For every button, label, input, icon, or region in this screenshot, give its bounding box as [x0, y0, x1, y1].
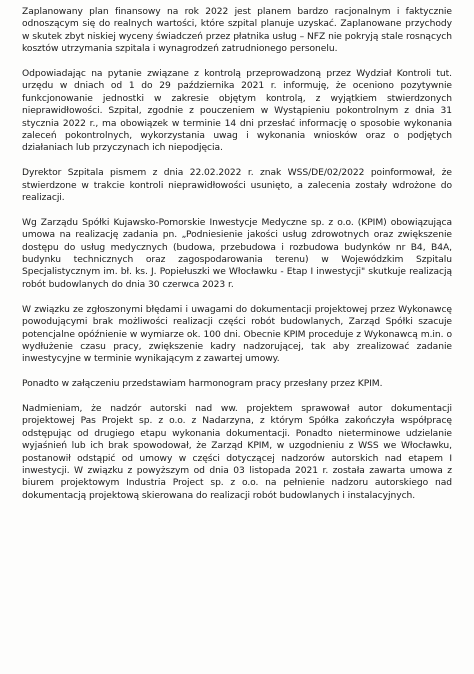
paragraph-control-inspection: Odpowiadając na pytanie związane z kontrolą przeprowadzoną przez Wydział Kontroli tut. urzędu w dniach od 1 do 29 października 2021 r. informuję, że oceniono pozytywnie funkcjonowanie jednostki w zakresie objętym kontrolą, z wyjątkiem stwierdzonych nieprawidłowości. Szpital, zgodnie z pouczeniem w Wystąpieniu pokontrolnym z dnia 31 stycznia 2022 r., ma obowiązek w terminie 14 dni przesłać informację o sposobie wykonania zaleceń pokontrolnych, wykorzystania uwag i wykonania wniosków oraz o podjętych działaniach lub przyczynach ich niepodjęcia. — [22, 69, 452, 154]
paragraph-director-letter: Dyrektor Szpitala pismem z dnia 22.02.2022 r. znak WSS/DE/02/2022 poinformował, że stwierdzone w trakcie kontroli nieprawidłowości usunięto, a zalecenia zostały wdrożone do realizacji. — [22, 168, 452, 204]
paragraph-design-errors: W związku ze zgłoszonymi błędami i uwagami do dokumentacji projektowej przez Wykonawcę powodującymi brak możliwości realizacji części robót budowlanych, Zarząd Spółki szacuje potencjalne opóźnienie w wymiarze ok. 100 dni. Obecnie KPIM proceduje z Wykonawcą m.in. o wydłużenie czasu pracy, zwiększenie kadry nadzorującej, tak aby zrealizować zadanie inwestycyjne w terminie wynikającym z zawartej umowy. — [22, 304, 452, 365]
paragraph-schedule-attachment: Ponadto w załączeniu przedstawiam harmonogram pracy przesłany przez KPIM. — [22, 379, 383, 390]
paragraph-author-supervision: Nadmieniam, że nadzór autorski nad ww. projektem sprawował autor dokumentacji projektowej Pas Projekt sp. z o.o. z Nadarzyna, z którym Spółka zakończyła współpracę odstępując od drugiego etapu wykonania dokumentacji. Ponadto nieterminowe udzielanie wyjaśnień lub ich brak spowodował, że Zarząd KPIM, w uzgodnieniu z WSS we Włocławku, postanowił odstąpić od umowy w części dotyczącej nadzorów autorskich nad etapem I inwestycji. W związku z powyższym od dnia 03 listopada 2021 r. została zawarta umowa z biurem projektowym Industria Project sp. z o.o. na pełnienie nadzoru autorskiego nad dokumentacją projektową skierowana do realizacji robót budowlanych i instalacyjnych. — [22, 403, 452, 501]
document-body — [22, 6, 452, 502]
paragraph-kpim-contract: Wg Zarządu Spółki Kujawsko-Pomorskie Inwestycje Medyczne sp. z o.o. (KPIM) obowiązująca umowa na realizację zadania pn. „Podniesienie jakości usług zdrowotnych oraz zwiększenie dostępu do usług medycznych (budowa, przebudowa i rozbudowa budynków nr B4, B4A, budynku technicznych oraz zagospodarowania terenu) w Wojewódzkim Szpitalu Specjalistycznym im. bł. ks. J. Popiełuszki we Włocławku - Etap I inwestycji" skutkuje realizacją robót budowlanych do dnia 30 czerwca 2023 r. — [22, 217, 452, 290]
paragraph-financial-plan: Zaplanowany plan finansowy na rok 2022 jest planem bardzo racjonalnym i faktycznie odnoszącym się do realnych wartości, które szpital planuje uzyskać. Zaplanowane przychody w skutek zbyt niskiej wyceny świadczeń przez płatnika usług – NFZ nie pokryją stale rosnących kosztów utrzymania szpitala i wynagrodzeń zatrudnionego personelu. — [22, 7, 452, 55]
